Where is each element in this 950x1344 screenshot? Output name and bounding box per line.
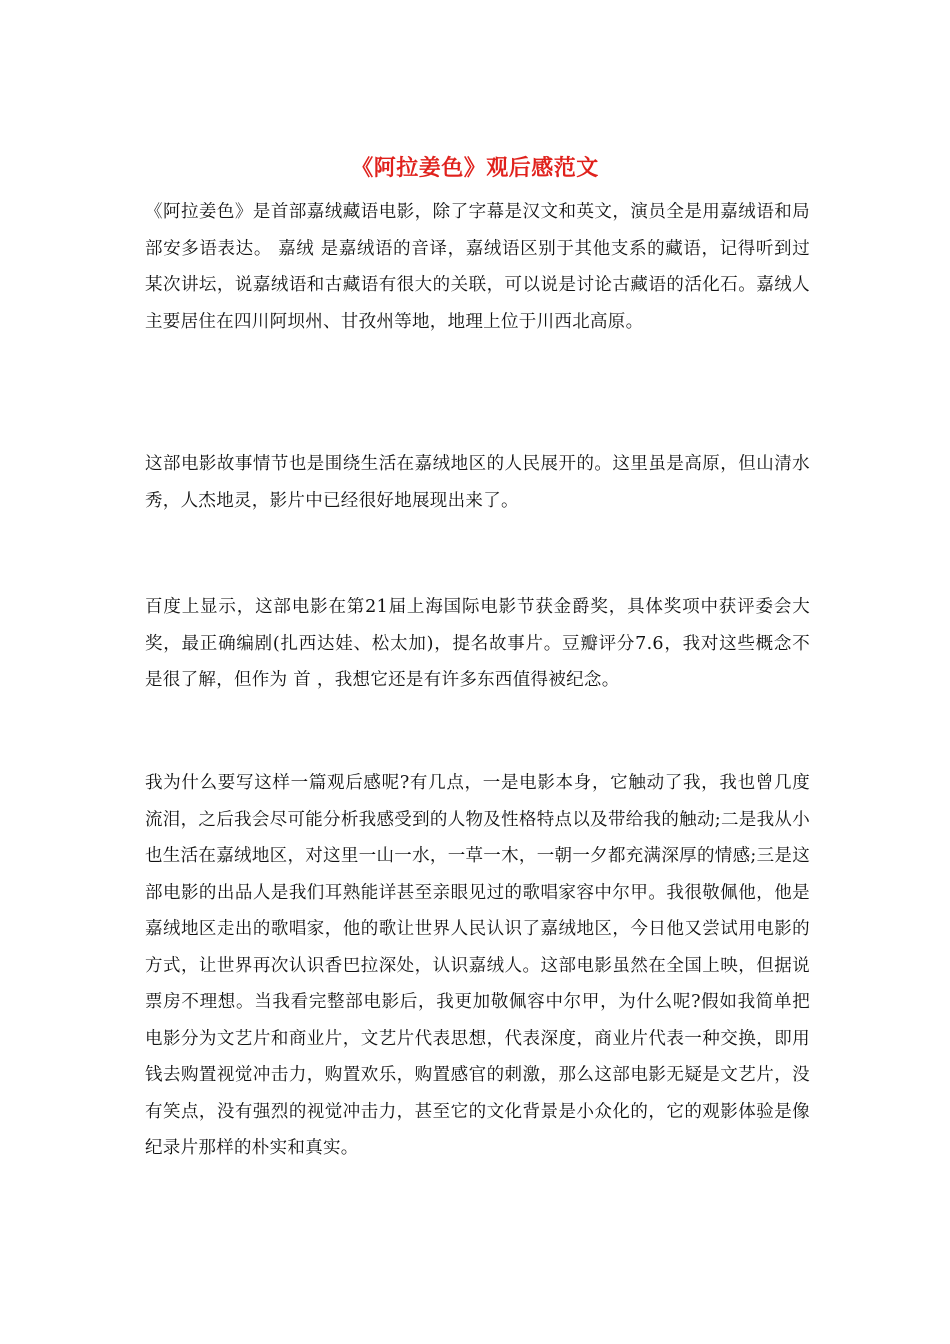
paragraph-intro: 《阿拉姜色》是首部嘉绒藏语电影，除了字幕是汉文和英文，演员全是用嘉绒语和局部安多语表达。 嘉绒 是嘉绒语的音译，嘉绒语区别于其他支系的藏语，记得听到过某次讲坛，说嘉绒语和古藏语有很大的关联，可以说是讨论古藏语的活化石。嘉绒人主要居住在四川阿坝州、甘孜州等地，地理上位于川西北高原。 [145, 202, 810, 332]
document-title: 《阿拉姜色》观后感范文 [351, 155, 599, 181]
paragraph-reasons: 我为什么要写这样一篇观后感呢?有几点，一是电影本身，它触动了我，我也曾几度流泪，之后我会尽可能分析我感受到的人物及性格特点以及带给我的触动;二是我从小也生活在嘉绒地区，对这里一山一水，一草一木，一朝一夕都充满深厚的情感;三是这部电影的出品人是我们耳熟能详甚至亲眼见过的歌唱家容中尔甲。我很敬佩他，他是嘉绒地区走出的歌唱家，他的歌让世界人民认识了嘉绒地区，今日他又尝试用电影的方式，让世界再次认识香巴拉深处，认识嘉绒人。这部电影虽然在全国上映，但据说票房不理想。当我看完整部电影后，我更加敬佩容中尔甲，为什么呢?假如我简单把电影分为文艺片和商业片，文艺片代表思想，代表深度，商业片代表一种交换，即用钱去购置视觉冲击力，购置欢乐，购置感官的刺激，那么这部电影无疑是文艺片，没有笑点，没有强烈的视觉冲击力，甚至它的文化背景是小众化的，它的观影体验是像纪录片那样的朴实和真实。 [145, 773, 810, 1158]
paragraph-awards: 百度上显示，这部电影在第21届上海国际电影节获金爵奖，具体奖项中获评委会大奖，最正确编剧(扎西达娃、松太加)，提名故事片。豆瓣评分7.6，我对这些概念不是很了解，但作为 首 ，我想它还是有许多东西值得被纪念。 [145, 597, 810, 690]
paragraph-story: 这部电影故事情节也是围绕生活在嘉绒地区的人民展开的。这里虽是高原，但山清水秀，人杰地灵，影片中已经很好地展现出来了。 [145, 454, 810, 511]
